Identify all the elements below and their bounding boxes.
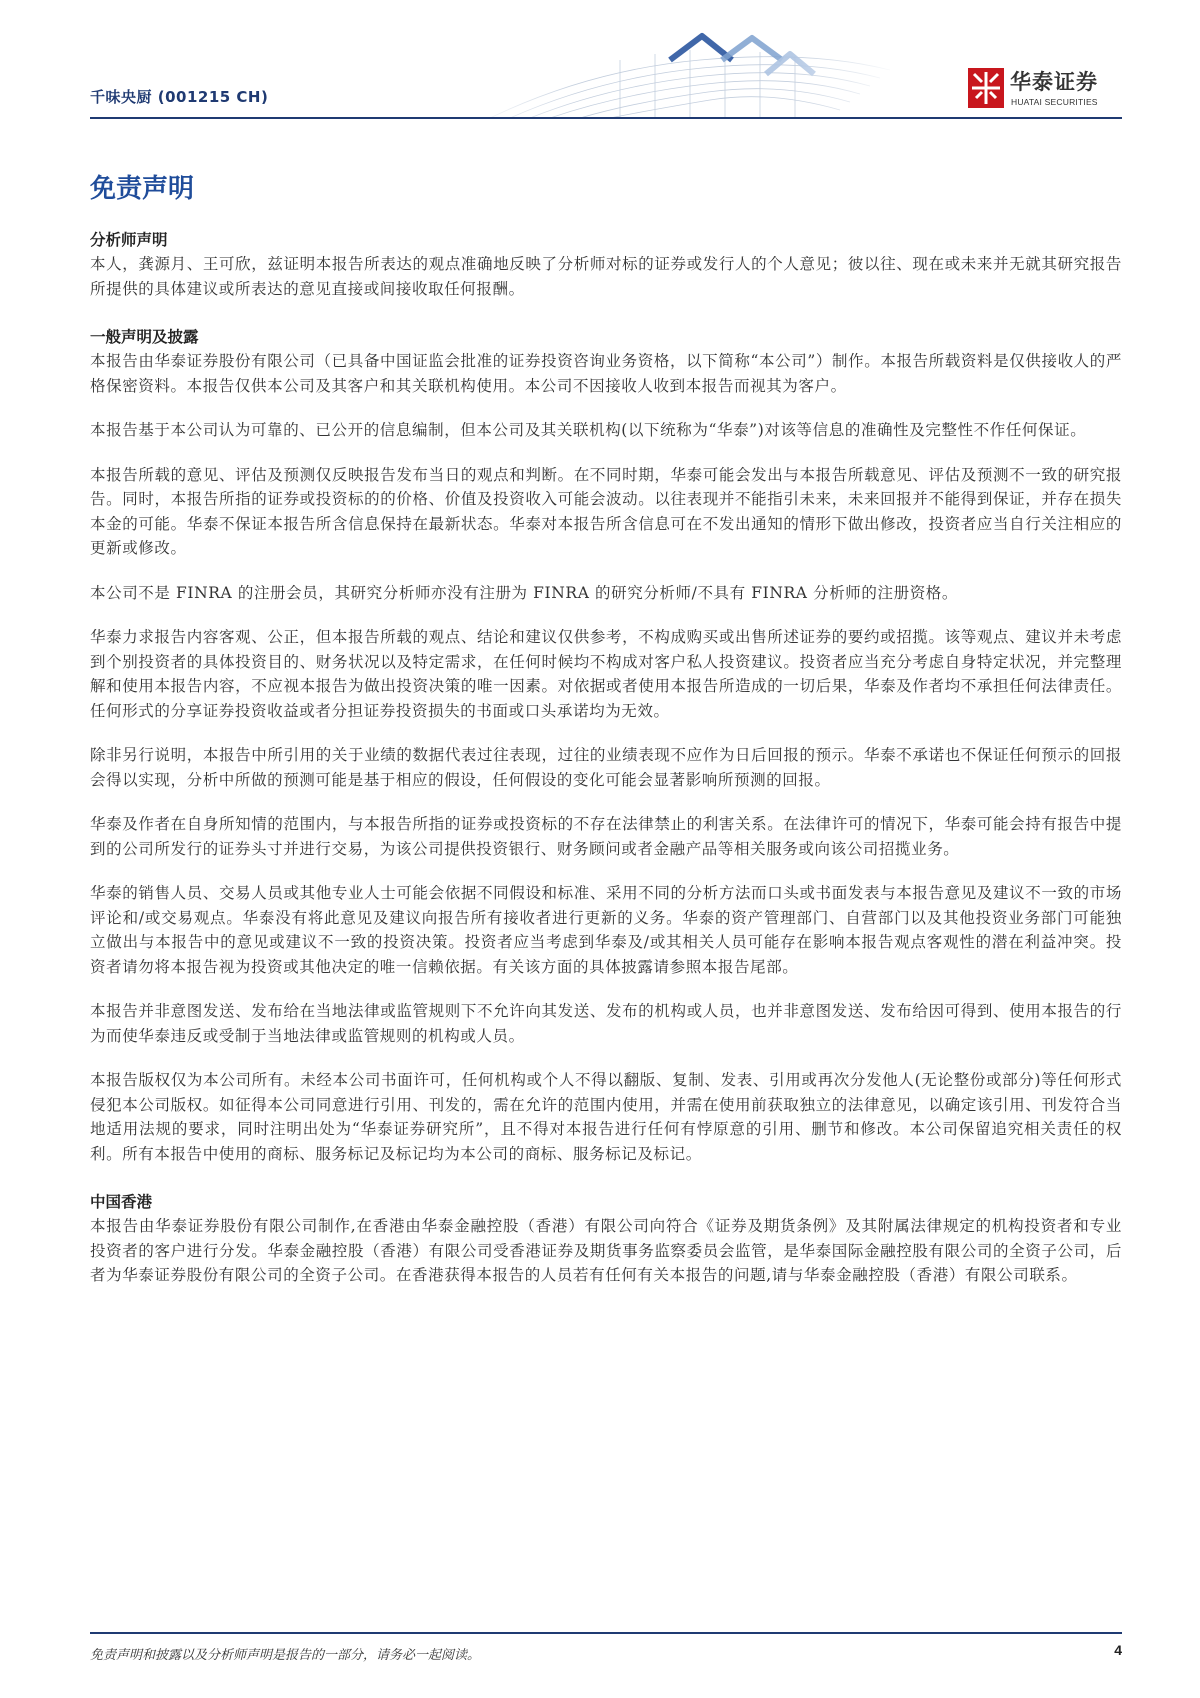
paragraph: 除非另行说明，本报告中所引用的关于业绩的数据代表过往表现，过往的业绩表现不应作为日后回报的预示。华泰不承诺也不保证任何预示的回报会得以实现，分析中所做的预测可能是基于相应的假设，任何假设的变化可能会显著影响所预测的回报。 — [90, 746, 1122, 789]
section-title: 一般声明及披露 — [90, 327, 199, 346]
section-title: 中国香港 — [90, 1192, 153, 1211]
paragraph: 本报告基于本公司认为可靠的、已公开的信息编制，但本公司及其关联机构(以下统称为“华泰”)对该等信息的准确性及完整性不作任何保证。 — [90, 421, 1087, 439]
logo-english-name: HUATAI SECURITIES — [1011, 97, 1098, 107]
stock-code: 千味央厨 (001215 CH) — [90, 88, 269, 106]
disclaimer-content — [90, 172, 1122, 1288]
footer-note: 免责声明和披露以及分析师声明是报告的一部分，请务必一起阅读。 — [90, 1648, 481, 1663]
footer-divider — [90, 1632, 1122, 1634]
section-title: 分析师声明 — [90, 230, 168, 249]
paragraph: 本公司不是 FINRA 的注册会员，其研究分析师亦没有注册为 FINRA 的研究分析师/不具有 FINRA 分析师的注册资格。 — [90, 583, 958, 602]
huatai-logo-icon — [968, 68, 1004, 108]
paragraph: 本报告由华泰证券股份有限公司制作,在香港由华泰金融控股（香港）有限公司向符合《证券及期货条例》及其附属法律规定的机构投资者和专业投资者的客户进行分发。华泰金融控股（香港）有限公司受香港证券及期货事务监察委员会监管，是华泰国际金融控股有限公司的全资子公司，后者为华泰证券股份有限公司的全资子公司。在香港获得本报告的人员若有任何有关本报告的问题,请与华泰金融控股（香港）有限公司联系。 — [90, 1217, 1122, 1284]
paragraph: 本报告所载的意见、评估及预测仅反映报告发布当日的观点和判断。在不同时期，华泰可能会发出与本报告所载意见、评估及预测不一致的研究报告。同时，本报告所指的证券或投资标的的价格、价值及投资收入可能会波动。以往表现并不能指引未来，未来回报并不能得到保证，并存在损失本金的可能。华泰不保证本报告所含信息保持在最新状态。华泰对本报告所含信息可在不发出通知的情形下做出修改，投资者应当自行关注相应的更新或修改。 — [90, 465, 1122, 557]
paragraph: 本报告并非意图发送、发布给在当地法律或监管规则下不允许向其发送、发布的机构或人员，也并非意图发送、发布给因可得到、使用本报告的行为而使华泰违反或受制于当地法律或监管规则的机构或人员。 — [90, 1002, 1122, 1045]
paragraph: 本人，龚源月、王可欣，兹证明本报告所表达的观点准确地反映了分析师对标的证券或发行人的个人意见；彼以往、现在或未来并无就其研究报告所提供的具体建议或所表达的意见直接或间接收取任何报酬。 — [90, 255, 1122, 298]
general-disclosure-section — [90, 325, 1122, 1166]
page-header — [0, 0, 1200, 120]
huatai-logo — [968, 66, 1118, 110]
paragraph: 本报告版权仅为本公司所有。未经本公司书面许可，任何机构或个人不得以翻版、复制、发表、引用或再次分发他人(无论整份或部分)等任何形式侵犯本公司版权。如征得本公司同意进行引用、刊发的，需在允许的范围内使用，并需在使用前获取独立的法律意见，以确定该引用、刊发符合当地适用法规的要求，同时注明出处为“华泰证券研究所”，且不得对本报告进行任何有悖原意的引用、删节和修改。本公司保留追究相关责任的权利。所有本报告中使用的商标、服务标记及标记均为本公司的商标、服务标记及标记。 — [90, 1071, 1122, 1163]
paragraph: 华泰力求报告内容客观、公正，但本报告所载的观点、结论和建议仅供参考，不构成购买或出售所述证券的要约或招揽。该等观点、建议并未考虑到个别投资者的具体投资目的、财务状况以及特定需求，在任何时候均不构成对客户私人投资建议。投资者应当充分考虑自身特定状况，并完整理解和使用本报告内容，不应视本报告为做出投资决策的唯一因素。对依据或者使用本报告所造成的一切后果，华泰及作者均不承担任何法律责任。任何形式的分享证券投资收益或者分担证券投资损失的书面或口头承诺均为无效。 — [90, 628, 1122, 720]
analyst-section — [90, 228, 1122, 301]
header-decoration — [470, 30, 900, 120]
paragraph: 华泰及作者在自身所知情的范围内，与本报告所指的证券或投资标的不存在法律禁止的利害关系。在法律许可的情况下，华泰可能会持有报告中提到的公司所发行的证券头寸并进行交易，为该公司提供投资银行、财务顾问或者金融产品等相关服务或向该公司招揽业务。 — [90, 815, 1122, 858]
logo-chinese-name: 华泰证券 — [1010, 70, 1098, 94]
page-number: 4 — [1114, 1642, 1122, 1658]
paragraph: 本报告由华泰证券股份有限公司（已具备中国证监会批准的证券投资咨询业务资格，以下简称“本公司”）制作。本报告所载资料是仅供接收人的严格保密资料。本报告仅供本公司及其客户和其关联机构使用。本公司不因接收人收到本报告而视其为客户。 — [90, 352, 1122, 395]
paragraph: 华泰的销售人员、交易人员或其他专业人士可能会依据不同假设和标准、采用不同的分析方法而口头或书面发表与本报告意见及建议不一致的市场评论和/或交易观点。华泰没有将此意见及建议向报告所有接收者进行更新的义务。华泰的资产管理部门、自营部门以及其他投资业务部门可能独立做出与本报告中的意见或建议不一致的投资决策。投资者应当考虑到华泰及/或其相关人员可能存在影响本报告观点客观性的潜在利益冲突。投资者请勿将本报告视为投资或其他决定的唯一信赖依据。有关该方面的具体披露请参照本报告尾部。 — [90, 884, 1122, 976]
page-title: 免责声明 — [90, 174, 195, 204]
header-divider — [90, 117, 1122, 119]
hongkong-section — [90, 1190, 1122, 1288]
